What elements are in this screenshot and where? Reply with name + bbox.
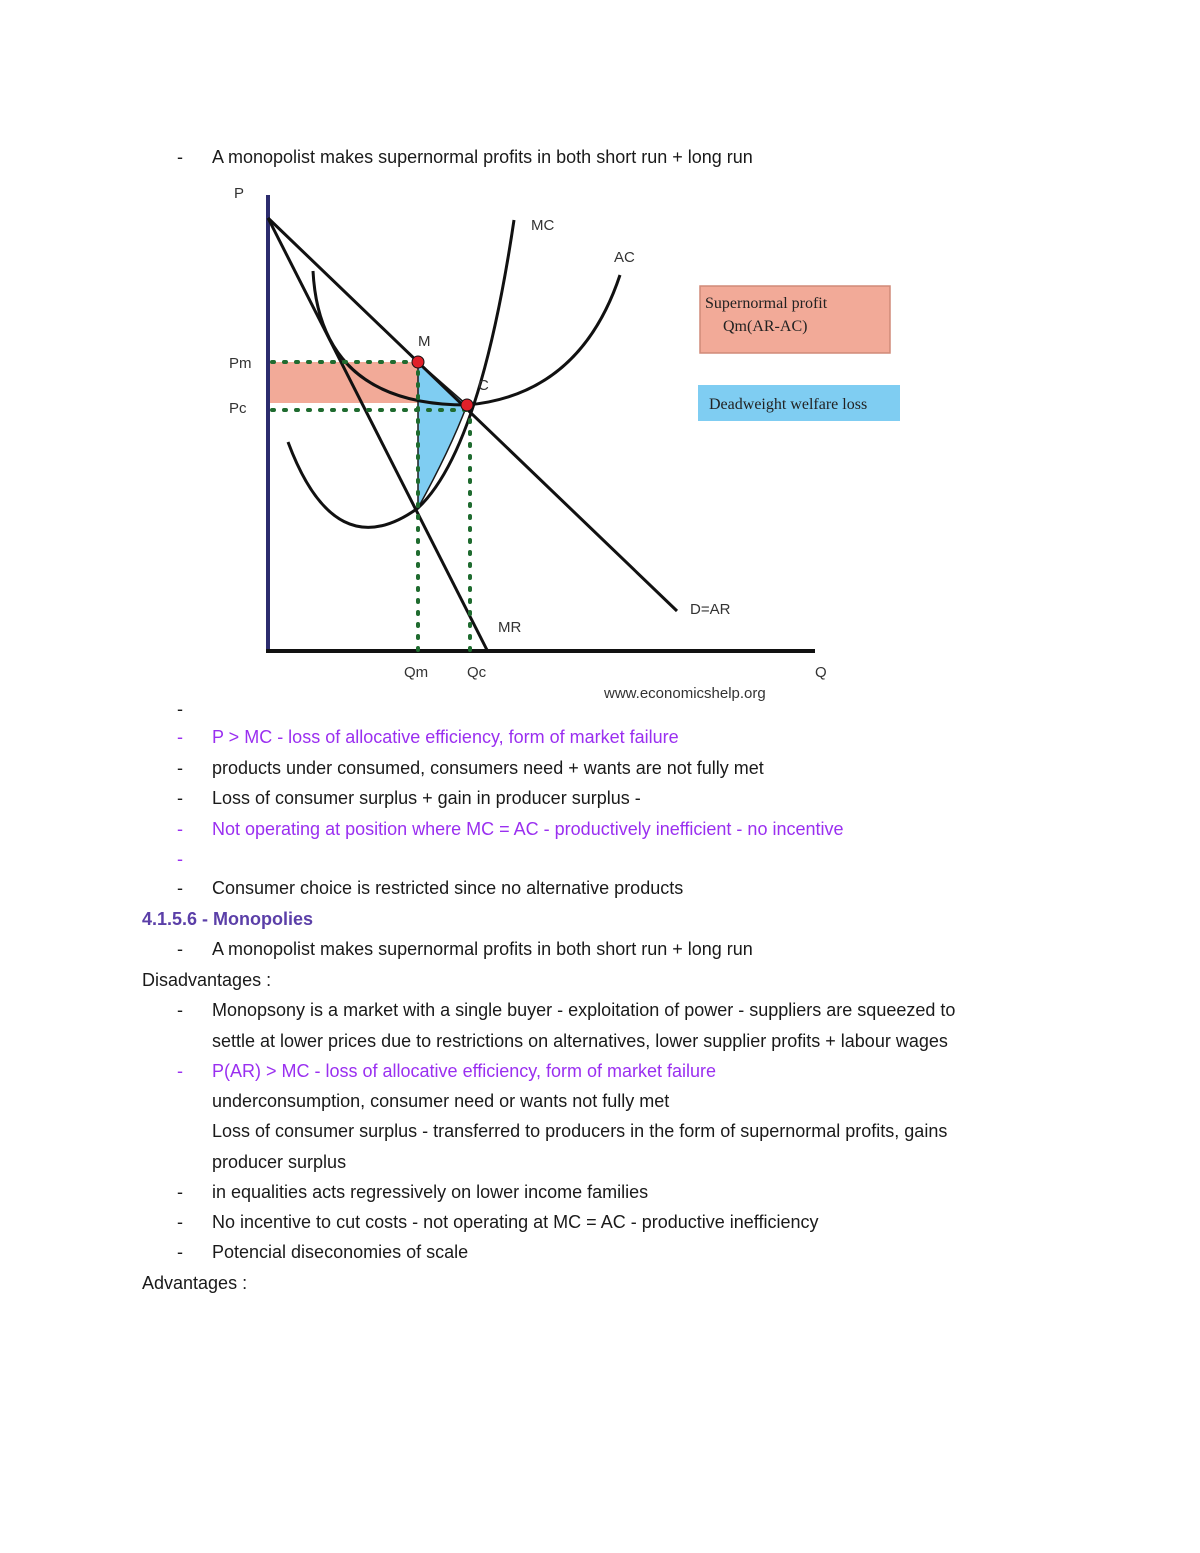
point-c [461,399,473,411]
bullet-dash: - [177,819,183,839]
disadvantage-item: settle at lower prices due to restrictions on alternatives, lower supplier profits + labour wages [212,1031,948,1051]
disadvantages-label: Disadvantages : [142,970,272,990]
d-ar-label: D=AR [690,601,731,618]
axis-p-label: P [234,185,245,202]
bullet-dash: - [177,1000,183,1020]
disadvantage-item: Potencial diseconomies of scale [212,1242,469,1262]
bullet-dash: - [177,1212,183,1232]
legend-profit-line1: Supernormal profit [705,295,828,312]
mc-label: MC [531,217,555,234]
ac-label: AC [614,249,635,266]
bullet-dash: - [177,147,183,167]
disadvantage-item: P(AR) > MC - loss of allocative efficiency, form of market failure [212,1061,716,1081]
bullet-text: products under consumed, consumers need + wants are not fully met [212,758,764,778]
source-label: www.economicshelp.org [604,685,766,702]
bullet-text: Consumer choice is restricted since no alternative products [212,878,684,898]
point-m [412,356,424,368]
axis-q-label: Q [815,664,827,681]
mr-label: MR [498,619,522,636]
section-intro: A monopolist makes supernormal profits in both short run + long run [212,939,753,959]
disadvantage-item: Monopsony is a market with a single buyer - exploitation of power - suppliers are squeezed to [212,1000,956,1020]
disadvantage-item: No incentive to cut costs - not operating at MC = AC - productive inefficiency [212,1212,819,1232]
pc-label: Pc [229,400,247,417]
pm-label: Pm [229,355,252,372]
disadvantage-item: producer surplus [212,1152,347,1172]
qm-label: Qm [404,664,429,681]
disadvantage-item: Loss of consumer surplus - transferred to producers in the form of supernormal profits, gains [212,1121,948,1141]
demand-ar-curve [268,218,677,611]
disadvantage-item: underconsumption, consumer need or wants not fully met [212,1091,670,1111]
bullet-text: Loss of consumer surplus + gain in producer surplus - [212,788,641,808]
bullet-text: Not operating at position where MC = AC - productively inefficient - no incentive [212,819,844,839]
bullet-dash: - [177,1182,183,1202]
bullet-dash: - [177,878,183,898]
c-label: C [478,377,489,394]
section-heading: 4.1.5.6 - Monopolies [142,909,314,929]
bullet-text: P > MC - loss of allocative efficiency, form of market failure [212,727,679,747]
bullet-dash: - [177,788,183,808]
qc-label: Qc [467,664,487,681]
m-label: M [418,333,431,350]
monopoly-diagram [0,0,1200,720]
bullet-dash: - [177,1061,183,1081]
bullet-dash: - [177,1242,183,1262]
bullet-dash: - [177,939,183,959]
bullet-dash: - [177,727,183,747]
bullet-text: A monopolist makes supernormal profits in both short run + long run [212,147,753,167]
bullet-dash: - [177,758,183,778]
legend-dwl-label: Deadweight welfare loss [709,396,868,413]
bullet-dash: - [177,699,183,719]
disadvantage-item: in equalities acts regressively on lower income families [212,1182,649,1202]
bullet-dash: - [177,849,183,869]
legend-profit-line2: Qm(AR-AC) [723,318,808,335]
advantages-label: Advantages : [142,1273,248,1293]
